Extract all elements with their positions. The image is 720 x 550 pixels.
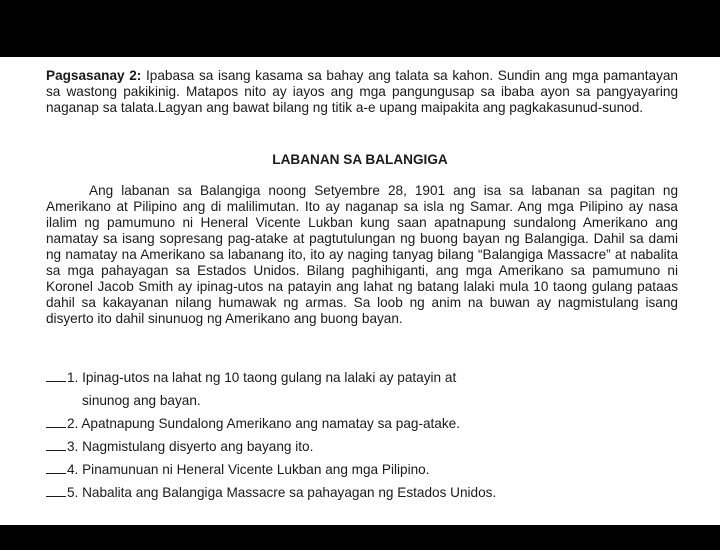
answer-item-1 xyxy=(46,370,678,393)
answer-item-4-text: 4. Pinamunuan ni Heneral Vicente Lukban ang mga Pilipino. xyxy=(67,462,430,477)
answer-blank-3[interactable] xyxy=(46,439,66,451)
answer-items-list xyxy=(46,370,678,508)
answer-blank-1[interactable] xyxy=(46,370,66,382)
answer-blank-5[interactable] xyxy=(46,485,66,497)
answer-item-2-text: 2. Apatnapung Sundalong Amerikano ang namatay sa pag-atake. xyxy=(67,416,460,431)
answer-item-5 xyxy=(46,485,678,508)
instructions-text: Ipabasa sa isang kasama sa bahay ang talata sa kahon. Sundin ang mga pamantayan sa wastong pakikinig. Matapos nito ay iayos ang mga pangungusap sa ibaba ayon sa pangyayaring naganap sa talata.Lagyan ang bawat bilang ng titik a-e upang maipakita ang pagkakasunud-sunod. xyxy=(46,68,678,115)
passage-paragraph: Ang labanan sa Balangiga noong Setyembre 28, 1901 ang isa sa labanan sa pagitan ng Amerikano at Pilipino ang di malilimutan. Ito ay naganap sa isla ng Samar. Ang mga Pilipino ay nasa ilalim ng pamumuno ni Heneral Vicente Lukban kung saan apatnapung sundalong Amerikano ang namatay sa isang sopresang pag-atake at pagtutulungan ng buong bayan ng Balangiga. Dahil sa dami ng namatay na Amerikano sa labanang ito, ito ay naging tanyag bilang “Balangiga Massacre” at nabalita sa mga pahayagan sa Estados Unidos. Bilang paghihiganti, ang mga Amerikano sa pamumuno ni Koronel Jacob Smith ay ipinag-utos na patayin ang lahat ng batang lalaki mula 10 taong gulang pataas dahil sa kakayanan nilang humawak ng armas. Sa loob ng anim na buwan ay nagmistulang isang disyerto ito dahil sinunuog ng Amerikano ang buong bayan. xyxy=(46,183,678,326)
answer-item-1-continuation: sinunog ang bayan. xyxy=(82,393,201,408)
answer-blank-4[interactable] xyxy=(46,462,66,474)
answer-item-5-text: 5. Nabalita ang Balangiga Massacre sa pahayagan ng Estados Unidos. xyxy=(67,485,497,500)
answer-item-1-text: 1. Ipinag-utos na lahat ng 10 taong gulang na lalaki ay patayin at xyxy=(67,370,457,385)
passage-title: LABANAN SA BALANGIGA xyxy=(272,152,448,167)
answer-item-3-text: 3. Nagmistulang disyerto ang bayang ito. xyxy=(67,439,314,454)
answer-item-2 xyxy=(46,416,678,439)
answer-item-3 xyxy=(46,439,678,462)
worksheet-page xyxy=(0,57,720,525)
instructions-paragraph xyxy=(46,68,678,116)
answer-blank-2[interactable] xyxy=(46,416,66,428)
answer-item-4 xyxy=(46,462,678,485)
exercise-label: Pagsasanay 2: xyxy=(46,68,142,83)
